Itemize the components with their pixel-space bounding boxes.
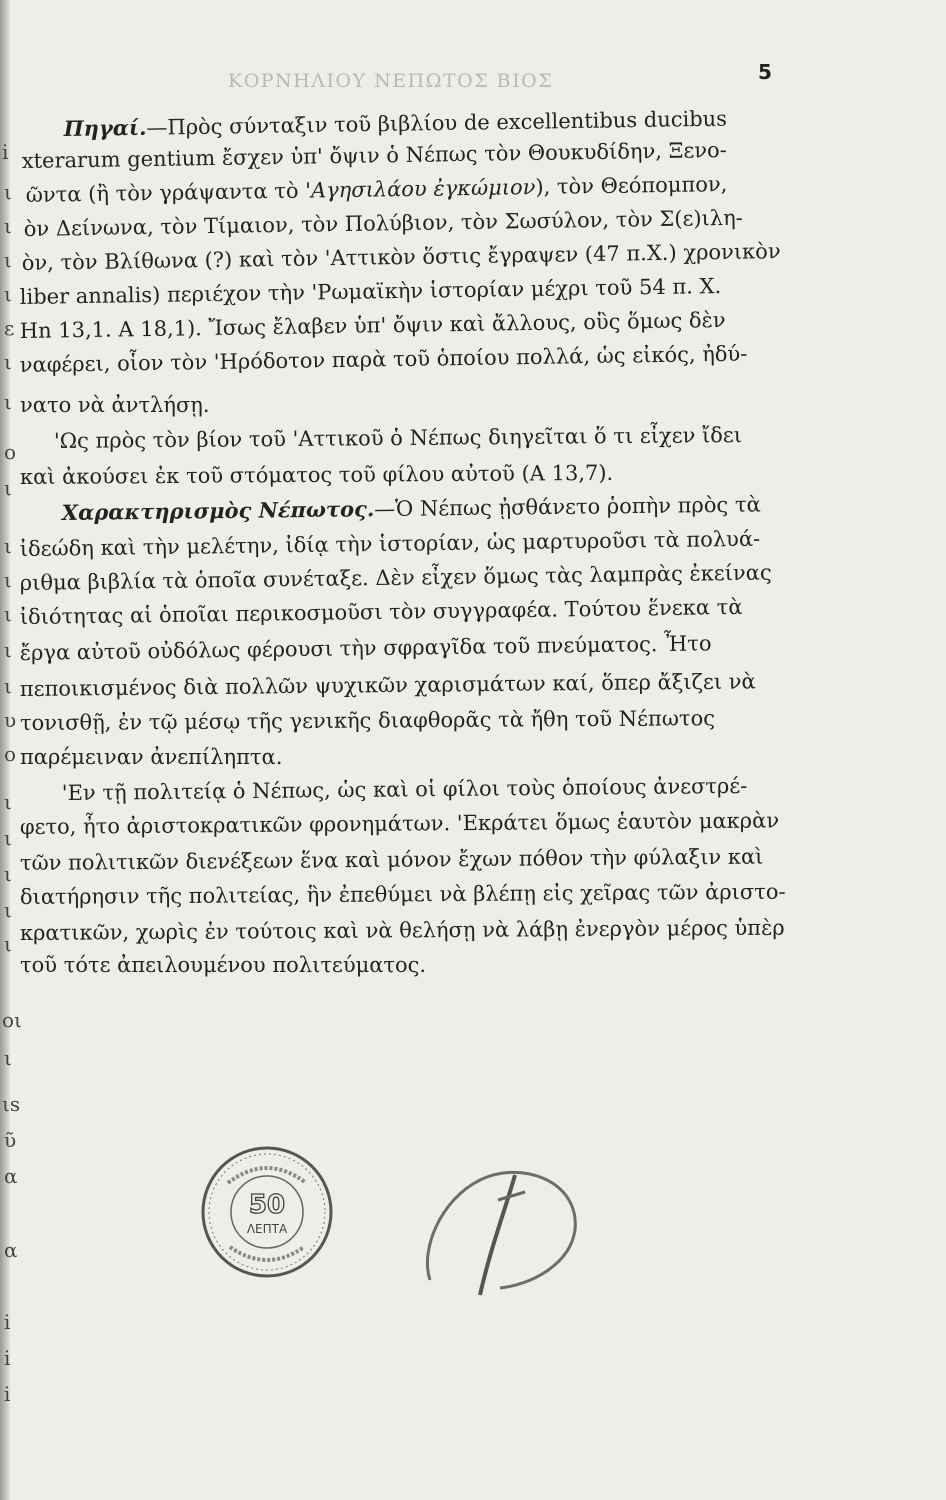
paragraph-line: κρατικῶν, χωρὶς ἐν τούτοις καὶ νὰ θελήσῃ νὰ λάβῃ ἐνεργὸν μέρος ὑπὲρ (19, 915, 785, 945)
paragraph-line: ὸν Δείνωνα, τὸν Τίμαιον, τὸν Πολύβιον, τὸν Σωσύλον, τὸν Σ(ε)ιλη- (23, 205, 743, 242)
paragraph-line: xterarum gentium ἔσχεν ὑπ' ὄψιν ὁ Νέπως τὸν Θουκυδίδην, Ξενο- (21, 137, 727, 174)
paragraph-line: 'Ως πρὸς τὸν βίον τοῦ 'Αττικοῦ ὁ Νέπως διηγεῖται ὅ τι εἶχεν ἴδει (53, 422, 743, 454)
paragraph-line: τοῦ τότε ἀπειλουμένου πολιτεύματος. (20, 953, 427, 977)
paragraph-line: τῶν πολιτικῶν διενέξεων ἕνα καὶ μόνον ἔχων πόθον τὴν φύλαξιν καὶ (19, 844, 764, 876)
margin-char: ι (4, 282, 12, 306)
paragraph-line: ῶντα (ἢ τὸν γράψαντα τὸ 'Αγησιλάου ἐγκώμιον), τὸν Θεόπομπον, (25, 171, 728, 208)
stamp-unit: ΛΕΠΤΑ (246, 1222, 288, 1236)
margin-char: ι (4, 1046, 12, 1070)
paragraph-line: ναφέρει, οἷον τὸν 'Ηρόδοτον παρὰ τοῦ ὁποίου πολλά, ὡς εἰκός, ἠδύ- (19, 341, 748, 378)
paragraph-line: φετο, ἦτο ἀριστοκρατικῶν φρονημάτων. 'Εκράτει ὅμως ἑαυτὸν μακρὰν (19, 808, 780, 840)
margin-char: ε (4, 316, 15, 340)
paragraph-line: διατήρησιν τῆς πολιτείας, ἣν ἐπεθύμει νὰ βλέπῃ εἰς χεῖρας τῶν ἀριστο- (19, 879, 786, 909)
margin-char: ι (4, 826, 12, 850)
margin-char: ι (4, 862, 12, 886)
margin-char: οι (2, 1008, 22, 1032)
revenue-stamp (198, 1143, 336, 1281)
margin-char: ι (4, 674, 12, 698)
margin-char: i (4, 1310, 11, 1334)
paragraph-line: ἔργα αὐτοῦ οὐδόλως φέρουσι τὴν σφραγῖδα τοῦ πνεύματος. Ἦτο (19, 631, 712, 666)
margin-char: ι (4, 476, 12, 500)
margin-char: ι (4, 214, 12, 238)
paragraph-line: παρέμειναν ἀνεπίληπτα. (20, 745, 283, 769)
section-heading-character: Χαρακτηρισμὸς Νέπωτος. (61, 496, 375, 526)
margin-char: ῦ (4, 1128, 17, 1152)
paragraph-line: πεποικισμένος διὰ πολλῶν ψυχικῶν χαρισμάτων καί, ὅπερ ἄξιζει νὰ (19, 669, 756, 702)
margin-char: i (2, 140, 9, 164)
page-number: 5 (758, 60, 772, 84)
margin-char: ι (4, 932, 12, 956)
paragraph-line: Χαρακτηρισμὸς Νέπωτος.—Ὁ Νέπως ᾐσθάνετο ῥοπὴν πρὸς τὰ (61, 492, 761, 526)
margin-char: υ (4, 708, 17, 732)
margin-char: ι (4, 248, 12, 272)
margin-char: ο (4, 742, 17, 766)
margin-char: ι (4, 390, 12, 414)
margin-char: i (4, 1382, 11, 1406)
margin-char: α (4, 1164, 18, 1188)
paragraph-line: Πηγαί.—Πρὸς σύνταξιν τοῦ βιβλίου de excellentibus ducibus (63, 106, 728, 142)
margin-char: ι (4, 790, 12, 814)
paragraph-line: Ηn 13,1. A 18,1). Ἴσως ἔλαβεν ὑπ' ὄψιν καὶ ἄλλους, οὓς ὅμως δὲν (19, 307, 726, 344)
paragraph-line: liber annalis) περιέχον τὴν 'Ρωμαϊκὴν ἱστορίαν μέχρι τοῦ 54 π. Χ. (19, 273, 722, 310)
margin-char: ι (4, 534, 12, 558)
margin-char: ι (4, 568, 12, 592)
stamp-value: 50 (248, 1190, 286, 1220)
margin-fragments (0, 0, 30, 1500)
running-title: ΚΟΡΝΗΛΙΟΥ ΝΕΠΩΤΟΣ ΒΙΟΣ (228, 70, 554, 92)
margin-char: ι (4, 638, 12, 662)
paragraph-line: καὶ ἀκούσει ἐκ τοῦ στόματος τοῦ φίλου αὐτοῦ (A 13,7). (19, 460, 614, 490)
margin-char: ι (4, 898, 12, 922)
margin-char: i (4, 1346, 11, 1370)
margin-char: ι (4, 350, 12, 374)
paragraph-line: νατο νὰ ἀντλήσῃ. (20, 393, 210, 417)
paragraph-line: ἰδεώδη καὶ τὴν μελέτην, ἰδίᾳ τὴν ἱστορίαν, ὡς μαρτυροῦσι τὰ πολυά- (19, 526, 761, 562)
paragraph-line: τονισθῇ, ἐν τῷ μέσῳ τῆς γενικῆς διαφθορᾶς τὰ ἤθη τοῦ Νέπωτος (19, 706, 716, 735)
paragraph-line: 'Εν τῇ πολιτείᾳ ὁ Νέπως, ὡς καὶ οἱ φίλοι τοὺς ὁποίους ἀνεστρέ- (61, 773, 748, 806)
margin-char: ι (4, 602, 12, 626)
margin-char: ι (4, 180, 12, 204)
margin-char: α (4, 1238, 18, 1262)
paragraph-line: ριθμα βιβλία τὰ ὁποῖα συνέταξε. Δὲν εἶχεν ὅμως τὰς λαμπρὰς ἐκείνας (19, 560, 772, 596)
pencil-mark (410, 1130, 600, 1300)
paragraph-line: ἰδιότητας αἱ ὁποῖαι περικοσμοῦσι τὸν συγγραφέα. Τούτου ἕνεκα τὰ (19, 594, 743, 630)
margin-char: ο (4, 440, 17, 464)
paragraph-line: ὸν, τὸν Βλίθωνα (?) καὶ τὸν 'Αττικὸν ὅστις ἔγραψεν (47 π.Χ.) χρονικὸν (21, 239, 781, 276)
section-heading-sources: Πηγαί. (63, 114, 147, 142)
margin-char: ιs (2, 1092, 21, 1116)
